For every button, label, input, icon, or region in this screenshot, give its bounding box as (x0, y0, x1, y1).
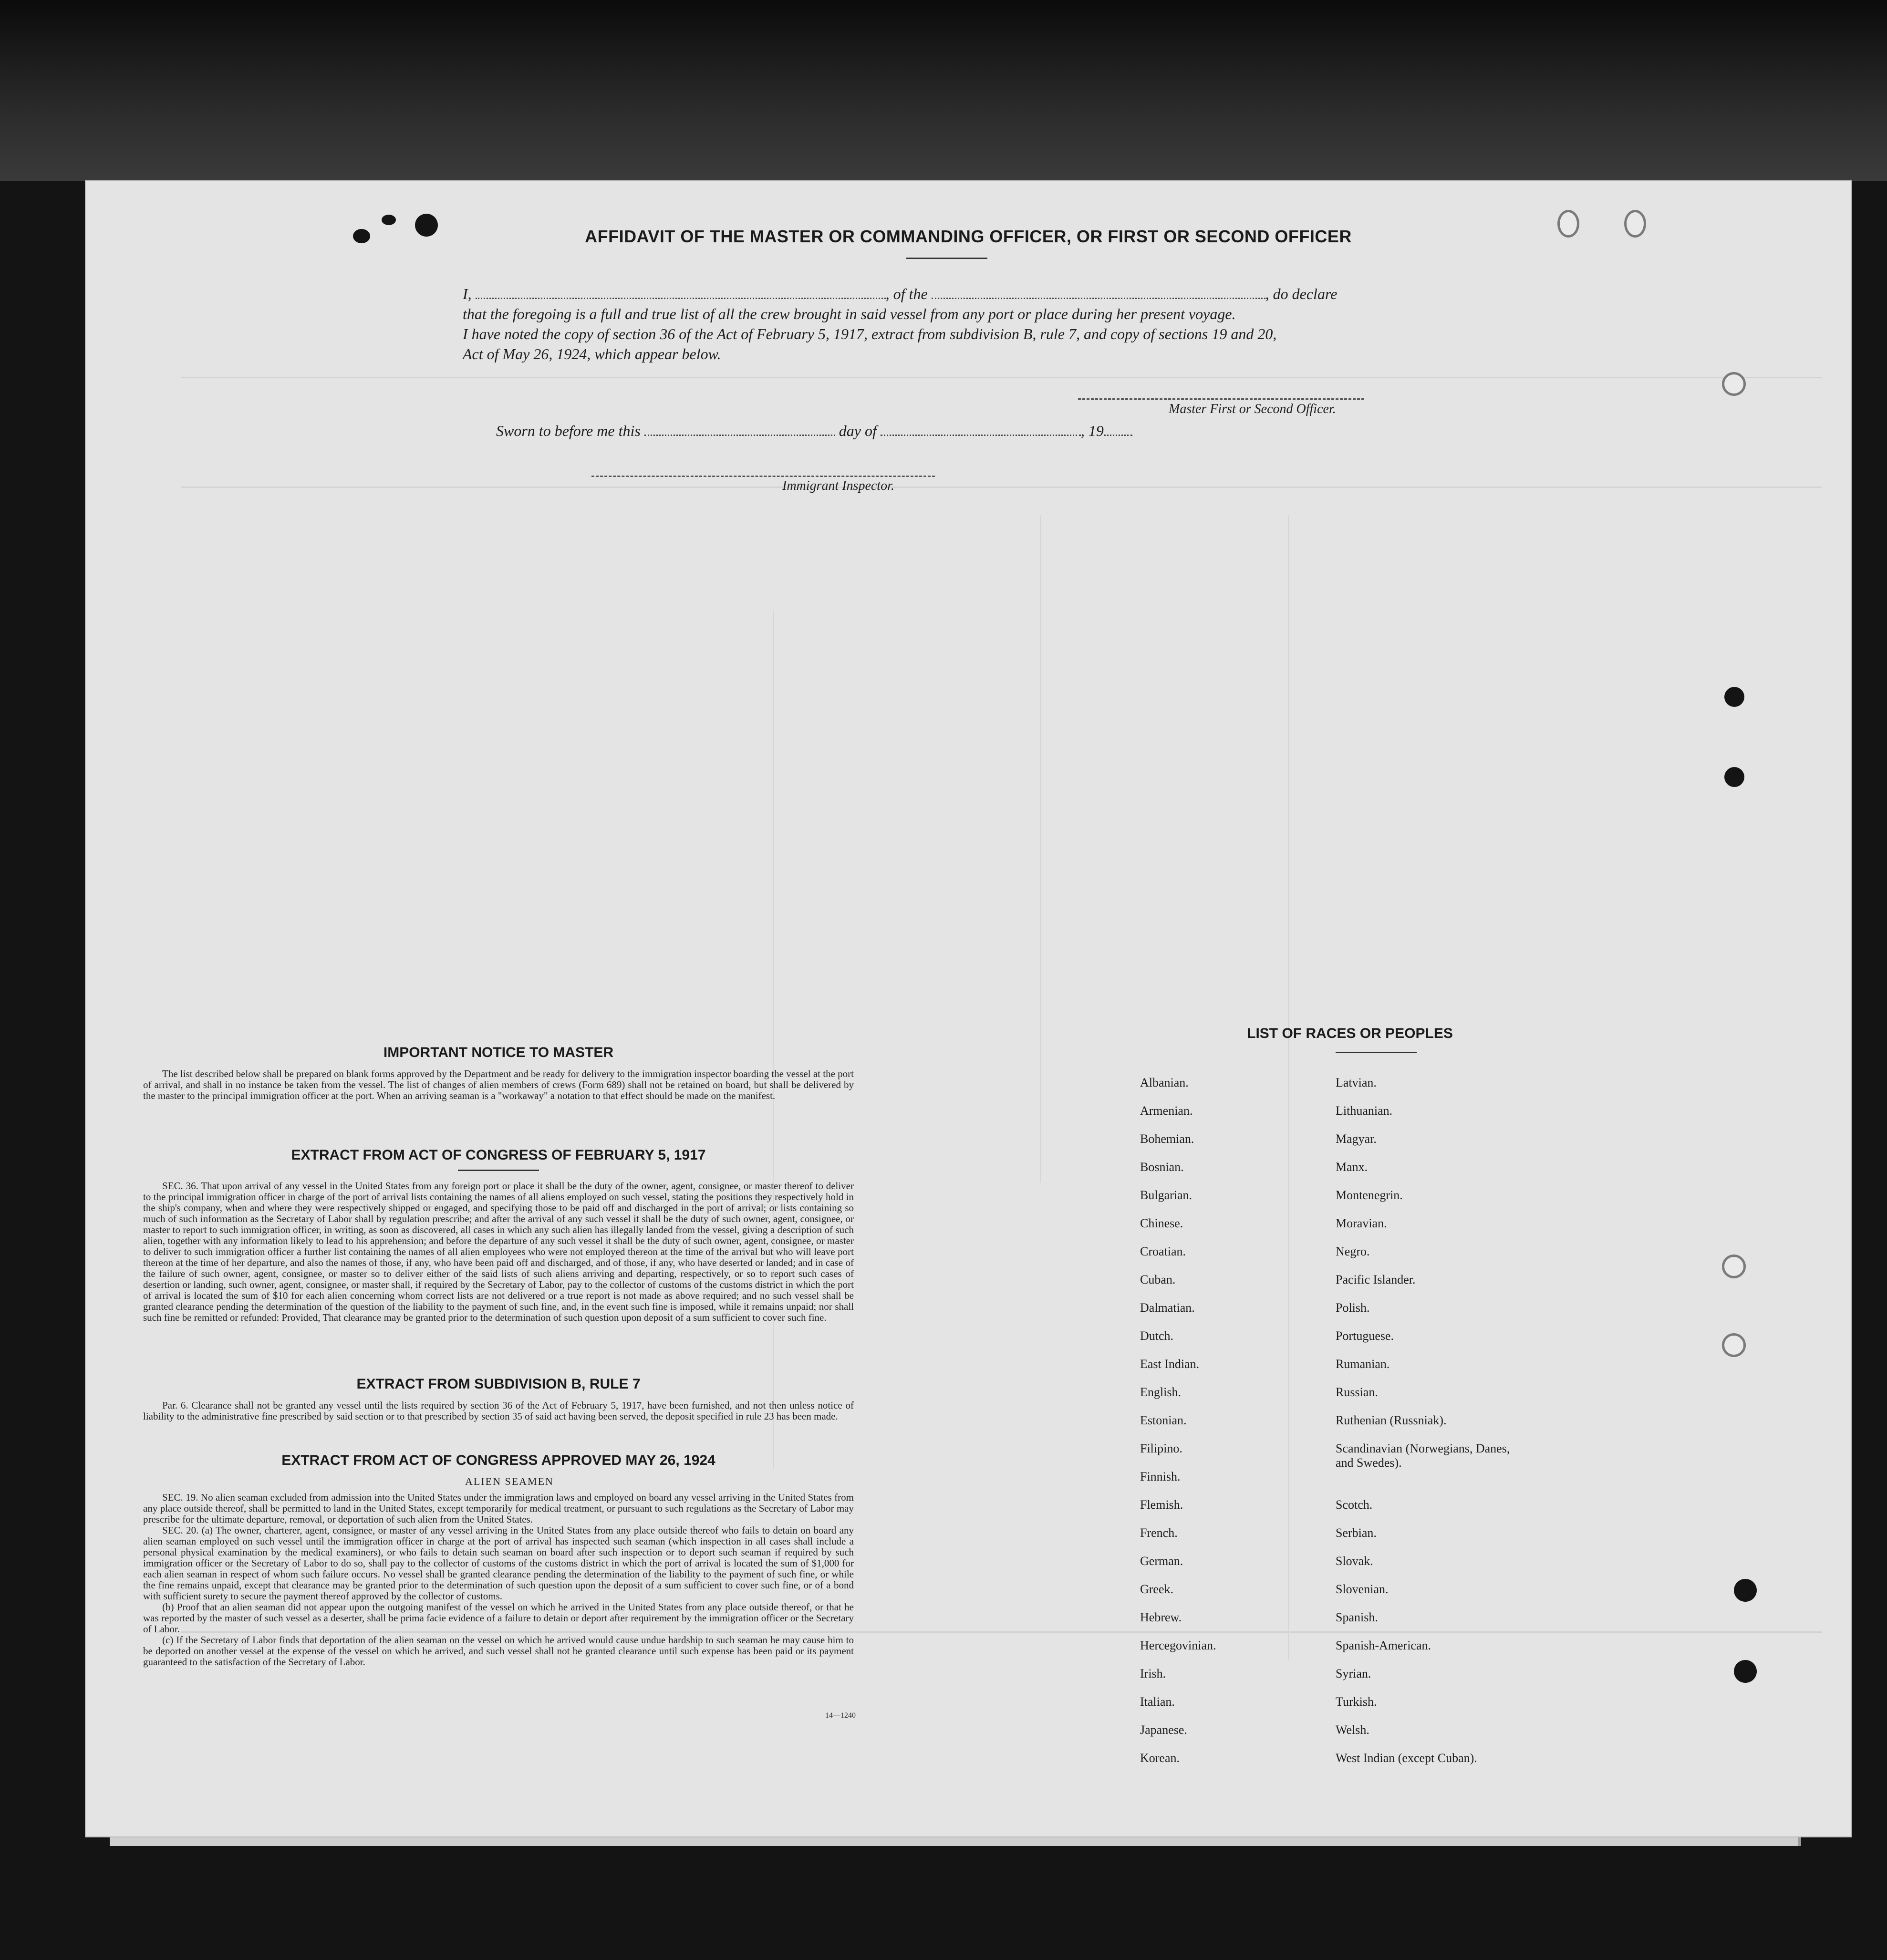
race-item: Filipino. (1140, 1441, 1182, 1455)
race-item: Pacific Islander. (1336, 1273, 1416, 1286)
section-rule (458, 1170, 539, 1171)
sworn-line (496, 422, 1132, 440)
sworn-month-blank[interactable] (881, 422, 1081, 436)
sworn-day-blank[interactable] (644, 422, 835, 436)
race-item: Spanish. (1336, 1610, 1378, 1624)
rule-7-title: EXTRACT FROM SUBDIVISION B, RULE 7 (356, 1376, 641, 1392)
punch-hole (1724, 687, 1744, 707)
section-36-paragraph: SEC. 36. That upon arrival of any vessel in the United States from any foreign port or place it shall be the duty of the owner, agent, consignee, or master thereof to deliver to the principal immigration officer in charge of the port of arrival lists containing the names of all aliens employed on such vessel, stating the positions they respectively hold in the ship's company, when and where they were respectively shipped or engaged, and specifying those to be paid off and discharged in the port of arrival; or lists containing so much of such information as the Secretary of Labor shall by regulation prescribe; and after the arrival of any such vessel it shall be the duty of such owner, agent, consignee, or master to report to such immigration officer, in writing, as soon as discovered, all cases in which any such alien has illegally landed from the vessel, giving a description of such alien, together with any information likely to lead to his apprehension; and before the departure of any such vessel it shall be the duty of such owner, agent, consignee, or master to deliver to such immigration officer a further list containing the names of all alien employees who were not employed thereon at the time of the arrival but who will leave port thereon at the time of her departure, and also the names of those, if any, who have been paid off and discharged, and of those, if any, who have deserted or landed; and in case of the failure of such owner, agent, consignee, or master so to deliver either of the said lists of such aliens arriving and departing, respectively, or so to report such cases of desertion or landing, such owner, agent, consignee, or master shall, if required by the Secretary of Labor, pay to the collector of customs of the customs district in which the port of arrival is located the sum of $10 for each alien concerning whom correct lists are not delivered or a true report is not made as above required; and no such vessel shall be granted clearance pending the determination of the question of the liability to the payment of such fine, and, in the event such fine is imposed, while it remains unpaid; nor shall such fine be remitted or refunded: Provided, That clearance may be granted prior to the determination of such question upon deposit of a sum sufficient to cover such fine. (143, 1180, 854, 1323)
race-item: Chinese. (1140, 1216, 1183, 1230)
year-label: , 19 (1080, 422, 1104, 439)
race-item: Albanian. (1140, 1076, 1189, 1089)
punch-hole (1722, 1333, 1746, 1357)
race-item: Manx. (1336, 1160, 1368, 1174)
punch-hole (1722, 1255, 1746, 1278)
section-20a-paragraph: SEC. 20. (a) The owner, charterer, agent, consignee, or master of any vessel arriving in the United States from any place outside thereof who fails to detain on board any alien seaman employed on such vessel until the immigration officer in charge at the port of arrival has inspected such seaman (which inspection in all cases shall include a personal physical examination by the medical examiners), or who fails to detain such seaman on board after such inspection or to deport such seaman if required by such immigration officer or the Secretary of Labor to do so, shall pay to the collector of customs of the customs district in which the port of arrival is located the sum of $1,000 for each alien seaman in respect of whom such failure occurs. No vessel shall be granted clearance pending the determination of the liability to the payment of such fine, or while the fine remains unpaid, except that clearance may be granted prior to the determination of such question upon the deposit of a sum sufficient to cover such fine, or of a bond with sufficient surety to secure the payment thereof approved by the collector of customs. (143, 1524, 854, 1602)
race-item: Japanese. (1140, 1723, 1187, 1737)
extract-1924-text (143, 1492, 854, 1668)
race-item: Bohemian. (1140, 1132, 1194, 1146)
declaration-i: I, (463, 285, 472, 302)
race-item: English. (1140, 1385, 1181, 1399)
bleed-through-rule (181, 377, 1822, 378)
notice-text (143, 1068, 854, 1101)
race-item: West Indian (except Cuban). (1336, 1751, 1477, 1765)
race-item: Flemish. (1140, 1498, 1183, 1512)
race-item: Welsh. (1336, 1723, 1369, 1737)
inspector-signature-line[interactable] (591, 476, 935, 477)
punch-hole (1722, 372, 1746, 396)
vessel-blank[interactable] (932, 285, 1265, 299)
rule-7-text (143, 1400, 854, 1422)
race-item: Cuban. (1140, 1273, 1176, 1286)
race-item: Ruthenian (Russniak). (1336, 1413, 1447, 1427)
race-item: Latvian. (1336, 1076, 1377, 1089)
bleed-through-column (1288, 515, 1289, 1660)
races-title: LIST OF RACES OR PEOPLES (1247, 1026, 1453, 1041)
document-page (86, 181, 1851, 1836)
race-item: Bulgarian. (1140, 1188, 1192, 1202)
day-of-label: day of (839, 422, 877, 439)
master-signature-line[interactable] (1078, 398, 1364, 400)
inspector-signature-label: Immigrant Inspector. (782, 478, 894, 493)
sworn-year-blank[interactable] (1104, 422, 1132, 436)
race-item: Estonian. (1140, 1413, 1187, 1427)
punch-hole (1734, 1660, 1757, 1683)
race-item: Serbian. (1336, 1526, 1377, 1540)
punch-hole (1724, 767, 1744, 787)
race-item: Scandinavian (Norwegians, Danes, and Swedes). (1336, 1441, 1510, 1470)
race-item: German. (1140, 1554, 1183, 1568)
race-item: Finnish. (1140, 1470, 1181, 1483)
race-item: Syrian. (1336, 1667, 1371, 1680)
section-20b-paragraph: (b) Proof that an alien seaman did not appear upon the outgoing manifest of the vessel on which he arrived in the United States from any place outside thereof, or that he was reported by the master of such vessel as a deserter, shall be prima facie evidence of a failure to detain or deport after requirement by the immigration officer or the Secretary of Labor. (143, 1601, 854, 1635)
declaration-of-the: , of the (885, 285, 928, 302)
title-rule (906, 258, 987, 259)
ink-blot (382, 215, 396, 225)
bleed-through-rule (181, 487, 1822, 488)
race-item: Greek. (1140, 1582, 1174, 1596)
race-item: Portuguese. (1336, 1329, 1394, 1343)
bleed-through-column (1040, 515, 1041, 1183)
race-item: Montenegrin. (1336, 1188, 1403, 1202)
affidavit-title: AFFIDAVIT OF THE MASTER OR COMMANDING OFFICER, OR FIRST OR SECOND OFFICER (585, 227, 1352, 246)
race-item: Slovenian. (1336, 1582, 1389, 1596)
extract-1924-title: EXTRACT FROM ACT OF CONGRESS APPROVED MAY 26, 1924 (281, 1452, 715, 1468)
race-item: Italian. (1140, 1695, 1175, 1709)
race-item: Negro. (1336, 1244, 1370, 1258)
declaration-line-3: I have noted the copy of section 36 of the Act of February 5, 1917, extract from subdivision B, rule 7, and copy of sections 19 and 20, (463, 325, 1277, 342)
race-item: Polish. (1336, 1301, 1370, 1315)
declaration-line (463, 284, 1426, 304)
alien-seamen-subhead: ALIEN SEAMEN (465, 1475, 554, 1487)
master-signature-label: Master First or Second Officer. (1169, 402, 1336, 416)
section-20c-paragraph: (c) If the Secretary of Labor finds that deportation of the alien seaman on the vessel on which he arrived would cause undue hardship to such seaman he may cause him to be deported on another vessel at the expense of the vessel on which he arrived, and such vessel shall not be granted clearance until such expense has been paid or its payment guaranteed to the satisfaction of the Secretary of Labor. (143, 1634, 854, 1668)
races-rule (1336, 1052, 1417, 1053)
race-item: Rumanian. (1336, 1357, 1390, 1371)
race-item: Scotch. (1336, 1498, 1373, 1512)
race-item: Magyar. (1336, 1132, 1377, 1146)
race-item: French. (1140, 1526, 1178, 1540)
race-item: Dalmatian. (1140, 1301, 1195, 1315)
affidavit-text (463, 284, 1426, 364)
form-number: 14—1240 (825, 1711, 856, 1720)
paragraph-6: Par. 6. Clearance shall not be granted any vessel until the lists required by section 36 of the Act of February 5, 1917, have been furnished, and not then unless notice of liability to the administrative fine prescribed by said section or to that prescribed by section 35 of said act having been served, the deposit specified in rule 23 has been made. (143, 1400, 854, 1422)
notice-paragraph: The list described below shall be prepared on blank forms approved by the Department and be ready for delivery to the immigration inspector boarding the vessel at the port of arrival, and shall in no instance be taken from the vessel. The list of changes of alien members of crews (Form 689) shall not be retained on board, but shall be delivered by the master to the principal immigration officer at the port. When an arriving seaman is a "workaway" a notation to that effect should be made on the manifest. (143, 1068, 854, 1101)
race-item: Turkish. (1336, 1695, 1377, 1709)
race-item: Irish. (1140, 1667, 1166, 1680)
race-item: Armenian. (1140, 1104, 1193, 1118)
race-item: Korean. (1140, 1751, 1180, 1765)
extract-1917-text (143, 1181, 854, 1323)
race-item: Hercegovinian. (1140, 1639, 1216, 1652)
race-item: Croatian. (1140, 1244, 1186, 1258)
declaration-line-2: that the foregoing is a full and true list of all the crew brought in said vessel from any port or place during her present voyage. (463, 305, 1236, 322)
extract-1917-title: EXTRACT FROM ACT OF CONGRESS OF FEBRUARY 5, 1917 (291, 1147, 706, 1163)
scan-background (0, 0, 1887, 181)
race-item: Russian. (1336, 1385, 1378, 1399)
declaration-do-declare: , do declare (1265, 285, 1337, 302)
race-item: Slovak. (1336, 1554, 1373, 1568)
race-item: Bosnian. (1140, 1160, 1184, 1174)
race-item: Dutch. (1140, 1329, 1174, 1343)
sworn-label: Sworn to before me this (496, 422, 641, 439)
race-item: Hebrew. (1140, 1610, 1182, 1624)
race-item: Moravian. (1336, 1216, 1387, 1230)
declaration-line-4: Act of May 26, 1924, which appear below. (463, 345, 721, 363)
bleed-through-column (773, 611, 774, 1469)
race-item: East Indian. (1140, 1357, 1200, 1371)
race-item: Spanish-American. (1336, 1639, 1431, 1652)
notice-title: IMPORTANT NOTICE TO MASTER (383, 1045, 614, 1060)
punch-hole (1734, 1579, 1757, 1602)
section-19-paragraph: SEC. 19. No alien seaman excluded from admission into the United States under the immigration laws and employed on board any vessel arriving in the United States from any place outside thereof, shall be permitted to land in the United States, except temporarily for medical treatment, or pursuant to such regulations as the Secretary of Labor may prescribe for the ultimate departure, removal, or deportation of such alien from the United States. (143, 1492, 854, 1525)
race-item: Lithuanian. (1336, 1104, 1393, 1118)
name-blank[interactable] (476, 285, 886, 299)
